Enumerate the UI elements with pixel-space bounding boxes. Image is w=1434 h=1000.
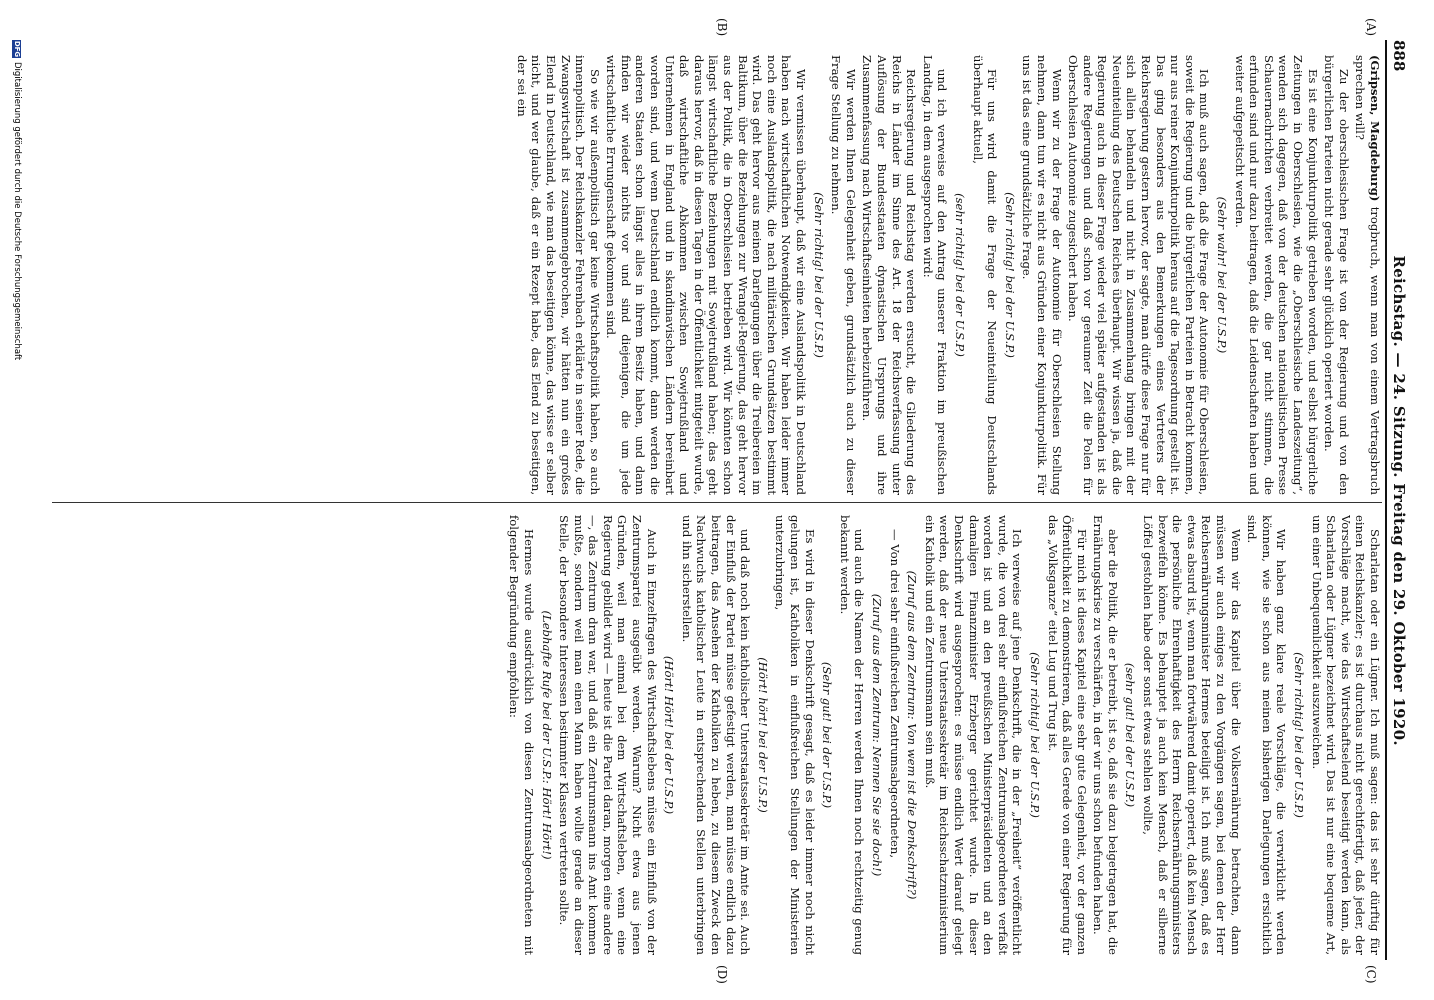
- paragraph: Zu der oberschlesischen Frage ist von der Regierung und von den bürgerlichen Parteien nicht gerade sehr glücklich operiert worden.: [1322, 55, 1351, 495]
- paragraph-text: trogbruch, wenn man von einem Vertragsbruch sprechen will?: [1353, 55, 1382, 495]
- paragraph: So wie wir außenpolitisch gar keine Wirtschaftspolitik haben, so auch innenpolitisch. Der Reichskanzler Fehrenbach erklärte in seiner Rede, die Zwangswirtschaft ist zusammengebrochen, wir hätten nun ein großes Elend in Deutschland, wie man das beseitigen könne, das wisse er selber nicht, und wer glaube, daß er ein Rezept habe, das Elend zu beseitigen, der sei ein: [514, 55, 602, 495]
- paragraph: und daß noch kein katholischer Unterstaatssekretär im Amte sei. Auch der Einfluß der Partei müsse gefestigt werden, man müsse endlich dazu beitragen, das Ansehen der Katholiken zu heben, zu diesem Zweck den Nachwuchs katholischer Leute in entsprechenden Stellen unterbringen und ihn sicherstellen.: [679, 515, 753, 955]
- interjection: (sehr richtig! bei der U.S.P.): [952, 193, 967, 357]
- paragraph: Für uns wird damit die Frage der Neueinteilung Deutschlands überhaupt aktuell,: [970, 55, 1000, 495]
- interjection: (Hört! Hört! bei der U.S.P.): [662, 655, 677, 815]
- interjection: (Lebhafte Rufe bei der U.S.P.: Hört! Hört!): [539, 610, 554, 860]
- margin-mark-a: (A): [1364, 18, 1378, 37]
- page-header: [1385, 40, 1416, 960]
- paragraph: und ich verweise auf den Antrag unserer Fraktion im preußischen Landtag, in dem ausgesprochen wird:: [920, 55, 950, 495]
- paragraph: Wenn wir das Kapitel über die Volksernährung betrachten, dann müssen wir auch einiges zu den Vorgängen sagen, bei denen der Herr Reichsernährungsminister Hermes beteiligt ist. Ich muß sagen, daß es etwas absurd ist, wenn man fortwährend damit operiert, daß kein Mensch die persönliche Ehrenhaftigkeit des Herrn Reichsernährungsministers bezweifeln könne. Es behauptet ja auch kein Mensch, daß er silberne Löffel gestohlen habe oder sonst etwas stehlen wollte,: [1141, 515, 1243, 955]
- dfg-logo: DFG: [13, 40, 22, 58]
- paragraph: Es ist eine Konjunkturpolitik getrieben worden, und selbst bürgerliche Zeitungen in Oberschlesien, wie die „Oberschlesische Landeszeitung“, wenden sich dagegen, daß von der deutschen nationalistischen Presse Schauernachrichten verbreitet werden, die gar nicht stimmen, die erfunden sind und nur dazu beitragen, daß die Leidenschaften haben und weiter aufgepeitscht werden.: [1232, 55, 1320, 495]
- interjection: (sehr gut! bei der U.S.P.): [1123, 662, 1138, 808]
- page-title: Reichstag. — 24. Sitzung. Freitag den 29. Oktober 1920.: [1390, 255, 1408, 746]
- interjection: (Zuruf aus dem Zentrum: Von wem ist die Denkschrift?): [905, 570, 920, 900]
- left-column: [52, 55, 1382, 495]
- paragraph: Ich muß auch sagen, daß die Frage der Autonomie für Oberschlesien, soweit die Regierung und die bürgerlichen Parteien in Betracht kommen, nur aus reiner Konjunkturpolitik heraus auf die Tagesordnung gestellt ist. Das ging besonders aus den Bemerkungen eines Vertreters der Reichsregierung gestern hervor, der sagte, man dürfe diese Frage nur für sich allein behandeln und nicht in Zusammenhang bringen mit der Neueinteilung des Deutschen Reiches überhaupt. Wir wissen ja, daß die Regierung auch in dieser Frage wieder viel später aufgestanden ist als andere Regierungen und daß schon vor geraumer Zeit die Polen für Oberschlesien Autonomie zugesichert haben.: [1066, 55, 1212, 495]
- paragraph: Wir werden Ihnen Gelegenheit geben, grundsätzlich auch zu dieser Frage Stellung zu nehmen.: [829, 55, 858, 495]
- margin-mark-d: (D): [715, 965, 729, 984]
- paragraph: Scharlatan oder ein Lügner. Ich muß sagen: das ist sehr dürftig für einen Reichskanzler; es ist durchaus nicht gerechtfertigt, daß jeder, der Vorschläge macht, wie das Wirtschaftselend beseitigt werden kann, als Scharlatan oder Lügner bezeichnet wird. Das ist nur eine bequeme Art, um einer Unbequemlichkeit auszuweichen.: [1309, 515, 1382, 955]
- interjection: (Sehr richtig! bei der U.S.P.): [811, 192, 826, 358]
- paragraph: Wenn wir zu der Frage der Autonomie für Oberschlesien Stellung nehmen, dann tun wir es nicht aus Gründen einer Konjunkturpolitik. Für uns ist das eine grundsätzliche Frage.: [1020, 55, 1064, 495]
- paragraph: Auch in Einzelfragen des Wirtschaftslebens müsse ein Einfluß von der Zentrumspartei ausgeübt werden. Warum? Nicht etwa aus jenen Gründen, weil man einmal bei dem Wirtschaftsleben, wenn eine Regierung gebildet wird — heute ist die Partei daran, morgen eine andere —, das Zentrum dran war, und daß ein Zentrumsmann ins Amt kommen mußte, sondern weil man einen Mann haben wollte gerade an dieser Stelle, der besondere Interessen bestimmter Klassen vertreten sollte.: [557, 515, 659, 955]
- paragraph: Hermes wurde ausdrücklich von diesen Zentrumsabgeordneten mit folgender Begründung empfohlen:: [507, 515, 536, 955]
- paragraph: — Von drei sehr einflußreichen Zentrumsabgeordneten,: [887, 529, 902, 859]
- footer-credit: Digitalisierung gefördert durch die Deutsche Forschungsgemeinschaft: [12, 62, 22, 361]
- paragraph: Ich verweise auf jene Denkschrift, die in der „Freiheit“ veröffentlicht wurde, die von drei sehr einflußreichen Zentrumsabgeordneten verfaßt worden ist und an den preußischen Ministerpräsidenten und an den damaligen Finanzminister Erzberger gerichtet wurde. In dieser Denkschrift wird ausgesprochen: es müsse endlich Wert darauf gelegt werden, daß der neue Unterstaatssekretär im Reichsschatzministerium ein Katholik und ein Zentrumsmann sein muß.: [922, 515, 1025, 955]
- paragraph: Wir haben ganz klare reale Vorschläge, die verwirklicht werden können, wie sie schon aus meinen bisherigen Darlegungen ersichtlich sind.: [1245, 515, 1289, 955]
- paragraph: aber die Politik, die er betreibt, ist so, daß sie dazu beigetragen hat, die Ernährungskrise zu verschärfen, in der wir uns schon befunden haben.: [1091, 515, 1120, 955]
- margin-mark-b: (B): [715, 18, 729, 37]
- paragraph: Für mich ist dieses Kapitel eine sehr gute Gelegenheit, vor der ganzen Öffentlichkeit zu demonstrieren, daß alles Gerede von einer Regierung für das „Volksganze“ eitel Lug und Trug ist.: [1045, 515, 1089, 955]
- interjection: (Sehr richtig! bei der U.S.P.): [1002, 192, 1017, 358]
- interjection: (Hört! hört! bei der U.S.P.): [755, 657, 770, 813]
- margin-mark-c: (C): [1364, 965, 1378, 984]
- paragraph: Reichsregierung und Reichstag werden ersucht, die Gliederung des Reichs in Länder im Sinne des Art. 18 der Reichsverfassung unter Auflösung der Bundesstaaten dynastischen Ursprungs und ihre Zusammenfassung nach Wirtschaftseinheiten herbeizuführen.: [860, 55, 919, 495]
- interjection: (Sehr wahr! bei der U.S.P.): [1215, 196, 1230, 354]
- interjection: (Sehr richtig! bei der U.S.P.): [1027, 652, 1042, 818]
- interjection: (Sehr richtig! bei der U.S.P.): [1292, 652, 1307, 818]
- paragraph: und auch die Namen der Herren werden Ihnen noch rechtzeitig genug bekannt werden.: [837, 515, 867, 955]
- paragraph: Wir vermissen überhaupt, daß wir eine Auslandspolitik in Deutschland haben nach wirtschaftlichen Notwendigkeiten. Wir haben leider immer noch eine Auslandspolitik, die nach militärischen Grundsätzen bestimmt wird. Das geht hervor aus meinen Darlegungen über die Treibereien im Baltikum, über die Beziehungen zur Wrangel-Regierung, das geht hervor aus der Politik, die in Oberschlesien betrieben wird. Wir könnten schon längst wirtschaftliche Beziehungen mit Sowjetrußland haben; das geht daraus hervor, daß in diesen Tagen in der Öffentlichkeit mitgeteilt wurde, daß wirtschaftliche Abkommen zwischen Sowjetrußland und Unternehmen in England und in skandinavischen Ländern bereinbart worden sind, und wenn Deutschland endlich kommt, dann werden die anderen Staaten schon längst alles in ihrem Besitz haben, und dann finden wir wieder nichts vor und sind diejenigen, die um jede wirtschaftliche Errungenschaft gekommen sind.: [604, 55, 809, 495]
- right-column: [52, 515, 1382, 955]
- speaker-name: (Gripsen, Magdeburg): [1368, 55, 1382, 202]
- page-number: 888: [1390, 40, 1408, 72]
- interjection: (Sehr gut! bei der U.S.P.): [820, 661, 835, 809]
- paragraph: [1353, 55, 1382, 495]
- paragraph: Es wird in dieser Denkschrift gesagt, daß es leider immer noch nicht gelungen ist, Katholiken in einflußreichen Stellungen der Ministerien unterzubringen,: [773, 515, 817, 955]
- page-footer: [12, 40, 22, 960]
- interjection: (Zuruf aus dem Zentrum: Nennen Sie sie doch!): [870, 593, 884, 877]
- column-divider: [52, 502, 1382, 503]
